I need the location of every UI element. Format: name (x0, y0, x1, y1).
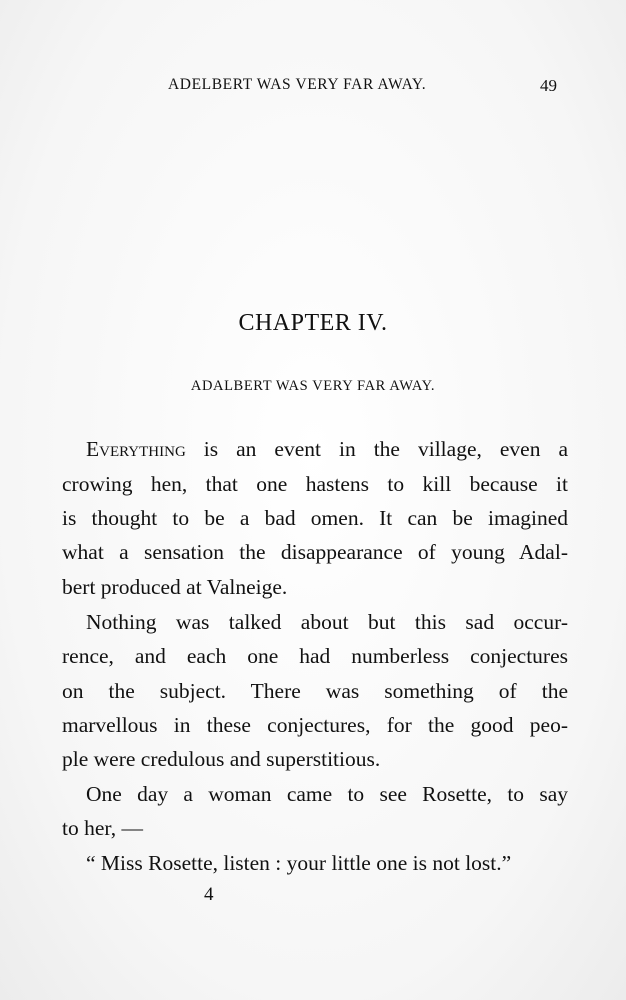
body-line-4: what a sensation the disappearance of young Adal- (62, 540, 568, 564)
body-line-5: bert produced at Valneige. (62, 575, 288, 599)
body-line-6: Nothing was talked about but this sad occur- (86, 610, 568, 634)
running-head (0, 76, 626, 100)
body-line-10: ple were credulous and superstitious. (62, 747, 381, 771)
chapter-title: CHAPTER IV. (238, 310, 388, 336)
body-line-1 (86, 432, 568, 466)
first-word: Everything (86, 437, 186, 461)
body-line-3: is thought to be a bad omen. It can be imagined (62, 506, 568, 530)
body-line-1-text: is an event in the village, even a (185, 437, 568, 461)
chapter-subtitle: ADALBERT WAS VERY FAR AWAY. (190, 378, 436, 394)
body-line-8: on the subject. There was something of the (62, 679, 568, 703)
body-line-7: rence, and each one had numberless conjectures (62, 644, 568, 668)
body-line-2: crowing hen, that one hastens to kill because it (62, 472, 568, 496)
bleed-through-texture (95, 118, 575, 399)
running-head-title: ADELBERT WAS VERY FAR AWAY. (168, 76, 427, 93)
signature-mark: 4 (204, 884, 214, 905)
body-line-9: marvellous in these conjectures, for the good peo- (62, 713, 568, 737)
body-line-11: One day a woman came to see Rosette, to say (86, 782, 568, 806)
body-line-12: to her, — (62, 816, 143, 840)
page-number: 49 (540, 76, 557, 95)
body-line-13: “ Miss Rosette, listen : your little one is not lost.” (86, 851, 512, 875)
